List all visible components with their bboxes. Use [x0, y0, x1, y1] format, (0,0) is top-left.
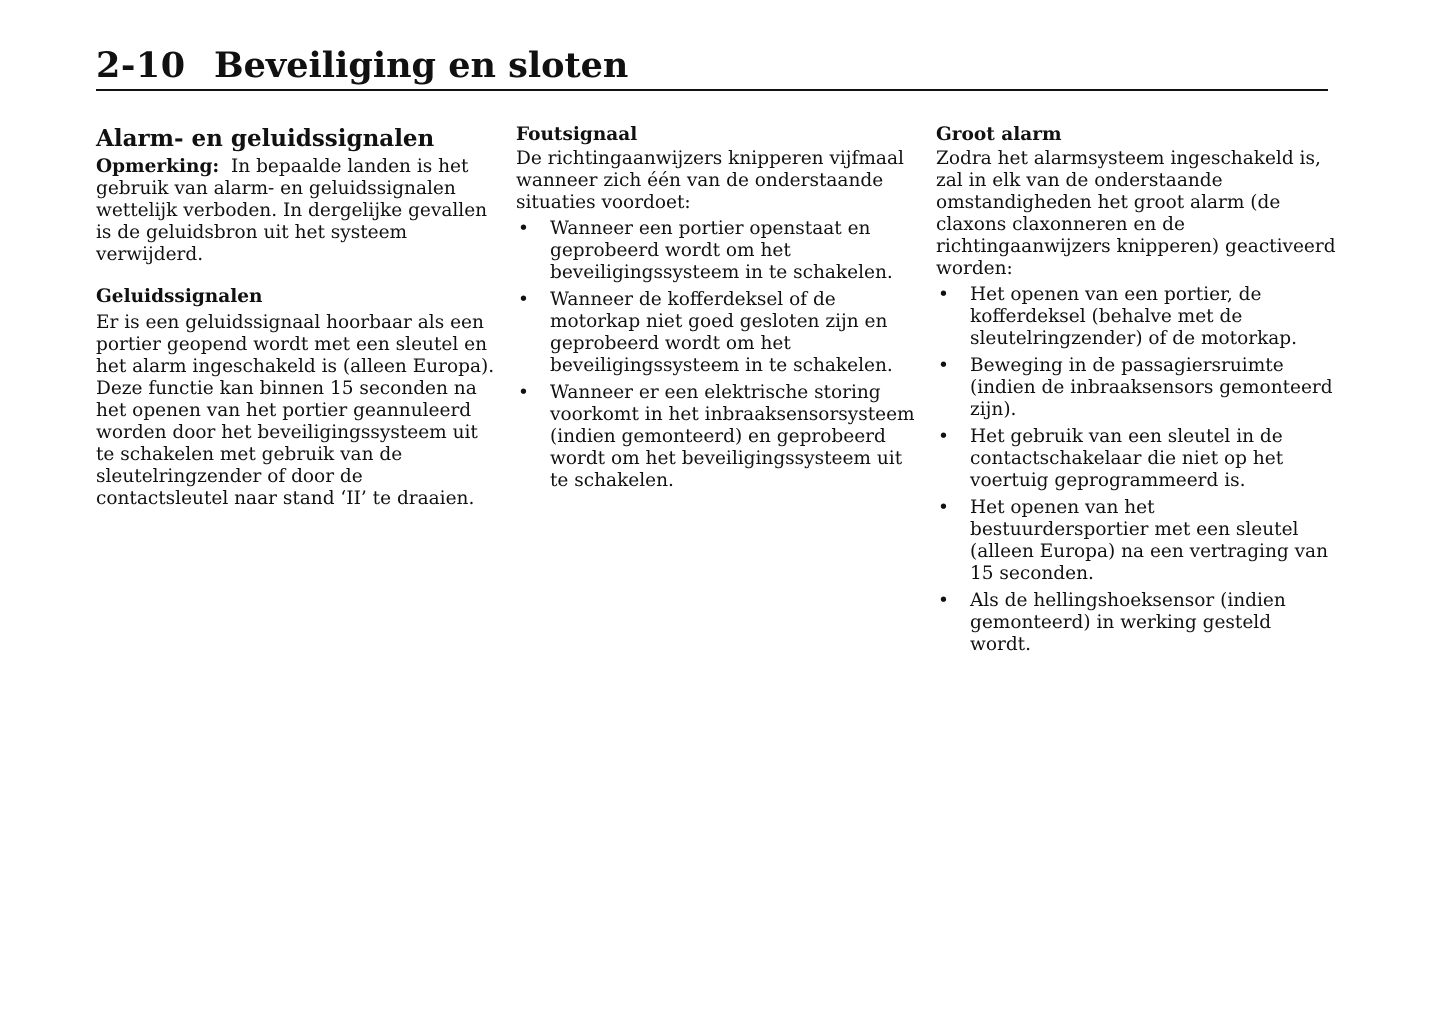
list-item: [936, 590, 1336, 656]
column-groot-alarm: [936, 124, 1336, 661]
bullet-icon: •: [518, 218, 529, 239]
bullet-list: [516, 218, 916, 492]
list-item-text: Beweging in de passagiersruimte (indien de inbraaksensors gemonteerd zijn).: [970, 355, 1333, 420]
list-item: [936, 284, 1336, 350]
bullet-icon: •: [938, 355, 949, 376]
list-item: [516, 382, 916, 492]
page-title: Beveiliging en sloten: [214, 45, 629, 86]
bullet-icon: •: [938, 284, 949, 305]
note-label: Opmerking:: [96, 156, 220, 177]
bullet-icon: •: [518, 382, 529, 403]
bullet-icon: •: [938, 590, 949, 611]
subheading-groot-alarm: Groot alarm: [936, 124, 1062, 145]
list-item-text: Wanneer er een elektrische storing voorkomt in het inbraaksensorsysteem (indien gemonteerd) en geprobeerd wordt om het beveiligingssysteem uit te schakelen.: [550, 382, 915, 491]
bullet-list: [936, 284, 1336, 656]
bullet-icon: •: [518, 289, 529, 310]
page-header: [96, 44, 1328, 91]
intro-paragraph: Zodra het alarmsysteem ingeschakeld is, zal in elk van de onderstaande omstandigheden het groot alarm (de claxons claxonneren en de richtingaanwijzers knipperen) geactiveerd worden:: [936, 148, 1336, 279]
section-title: Alarm- en geluidssignalen: [96, 125, 435, 152]
list-item: [516, 218, 916, 284]
list-item-text: Het openen van het bestuurdersportier met een sleutel (alleen Europa) na een vertraging van 15 seconden.: [970, 497, 1329, 584]
list-item-text: Wanneer een portier openstaat en geprobeerd wordt om het beveiligingssysteem in te schakelen.: [550, 218, 893, 283]
body-paragraph: Er is een geluidssignaal hoorbaar als een portier geopend wordt met een sleutel en het alarm ingeschakeld is (alleen Europa). Deze functie kan binnen 15 seconden na het openen van het portier geannuleerd worden door het beveiligingssysteem uit te schakelen met gebruik van de sleutelringzender of door de contactsleutel naar stand ‘II’ te draaien.: [96, 312, 495, 509]
column-foutsignaal: [516, 124, 916, 497]
bullet-icon: •: [938, 497, 949, 518]
subheading-geluidssignalen: Geluidssignalen: [96, 286, 263, 307]
note-text: In bepaalde landen is het gebruik van alarm- en geluidssignalen wettelijk verboden. In dergelijke gevallen is de geluidsbron uit het systeem verwijderd.: [96, 156, 488, 265]
subheading-foutsignaal: Foutsignaal: [516, 124, 638, 145]
list-item: [936, 497, 1336, 585]
column-alarm-signals: [96, 124, 496, 510]
list-item: [936, 426, 1336, 492]
list-item-text: Als de hellingshoeksensor (indien gemonteerd) in werking gesteld wordt.: [970, 590, 1286, 655]
list-item-text: Het gebruik van een sleutel in de contactschakelaar die niet op het voertuig geprogrammeerd is.: [970, 426, 1284, 491]
list-item-text: Wanneer de kofferdeksel of de motorkap niet goed gesloten zijn en geprobeerd wordt om het beveiligingssysteem in te schakelen.: [550, 289, 893, 376]
page-number: 2-10: [96, 45, 186, 86]
list-item: [936, 355, 1336, 421]
list-item: [516, 289, 916, 377]
intro-paragraph: De richtingaanwijzers knipperen vijfmaal wanneer zich één van de onderstaande situaties voordoet:: [516, 148, 904, 213]
list-item-text: Het openen van een portier, de kofferdeksel (behalve met de sleutelringzender) of de motorkap.: [970, 284, 1298, 349]
bullet-icon: •: [938, 426, 949, 447]
note-paragraph: [96, 156, 496, 266]
